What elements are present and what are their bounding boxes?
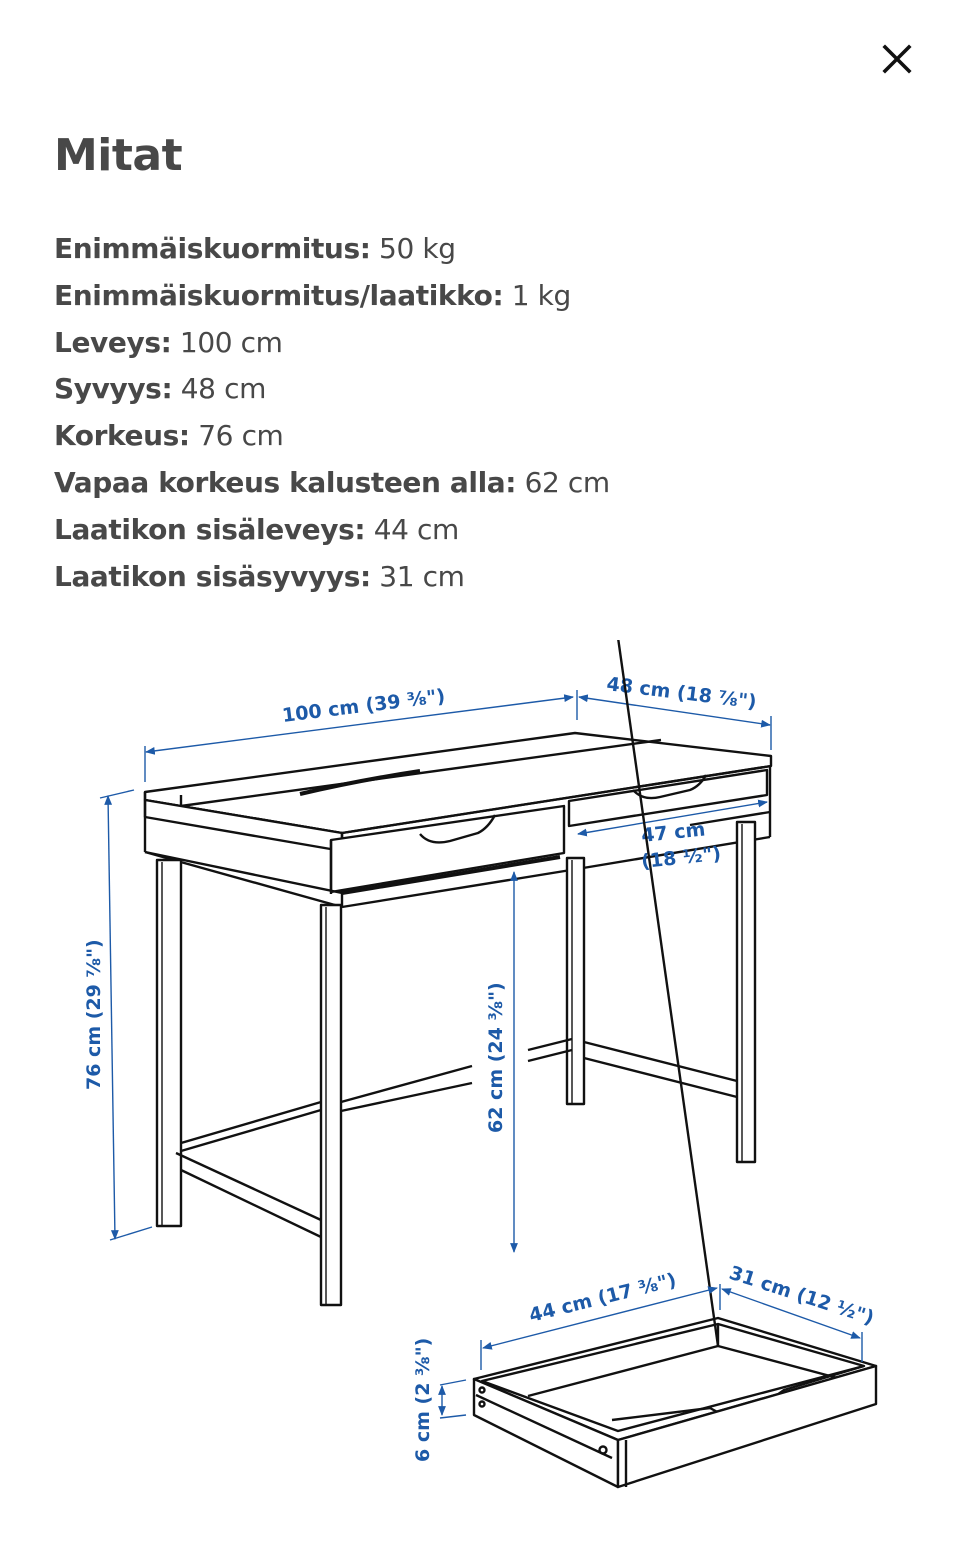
spec-drawer-inner-depth (54, 554, 610, 601)
spec-width (54, 320, 610, 367)
drawer-inner-width-label: 44 cm (17 ⅜") (526, 1269, 679, 1327)
desk-depth-label: 48 cm (18 ⅞") (605, 673, 758, 714)
spec-label: Laatikon sisäleveys: (54, 512, 366, 546)
spec-max-load-per-drawer (54, 273, 610, 320)
spec-label: Korkeus: (54, 419, 190, 453)
close-icon (882, 44, 912, 74)
desk-height-label: 76 cm (29 ⅞") (83, 939, 105, 1090)
dialog-title: Mitat (54, 130, 183, 181)
drawer-width-label-in: (18 ½") (640, 842, 723, 873)
spec-drawer-inner-width (54, 507, 610, 554)
desk-illustration (145, 733, 771, 1305)
spec-value: 48 cm (180, 372, 266, 406)
spec-value: 76 cm (198, 419, 284, 453)
spec-value: 100 cm (179, 325, 283, 359)
spec-value: 62 cm (524, 465, 610, 499)
spec-label: Enimmäiskuormitus: (54, 232, 371, 265)
spec-depth (54, 366, 610, 413)
desk-width-label: 100 cm (39 ⅜") (280, 685, 447, 727)
dimension-diagram (0, 640, 960, 1500)
spec-value: 50 kg (379, 232, 456, 265)
spec-value: 31 cm (379, 559, 465, 593)
spec-list (54, 226, 610, 600)
drawer-height-label: 6 cm (2 ⅜") (412, 1337, 434, 1462)
spec-height (54, 413, 610, 460)
drawer-width-label-cm: 47 cm (640, 818, 707, 847)
spec-label: Laatikon sisäsyvyys: (54, 559, 371, 593)
spec-label: Leveys: (54, 325, 172, 359)
clearance-label: 62 cm (24 ⅜") (485, 982, 507, 1133)
spec-clearance (54, 460, 610, 507)
spec-max-load (54, 226, 610, 273)
spec-value: 44 cm (373, 512, 459, 546)
spec-value: 1 kg (511, 278, 571, 312)
close-button[interactable] (872, 34, 922, 84)
spec-label: Enimmäiskuormitus/laatikko: (54, 278, 504, 312)
spec-label: Vapaa korkeus kalusteen alla: (54, 465, 517, 499)
drawer-inner-depth-label: 31 cm (12 ½") (726, 1261, 877, 1330)
spec-label: Syvyys: (54, 372, 173, 406)
